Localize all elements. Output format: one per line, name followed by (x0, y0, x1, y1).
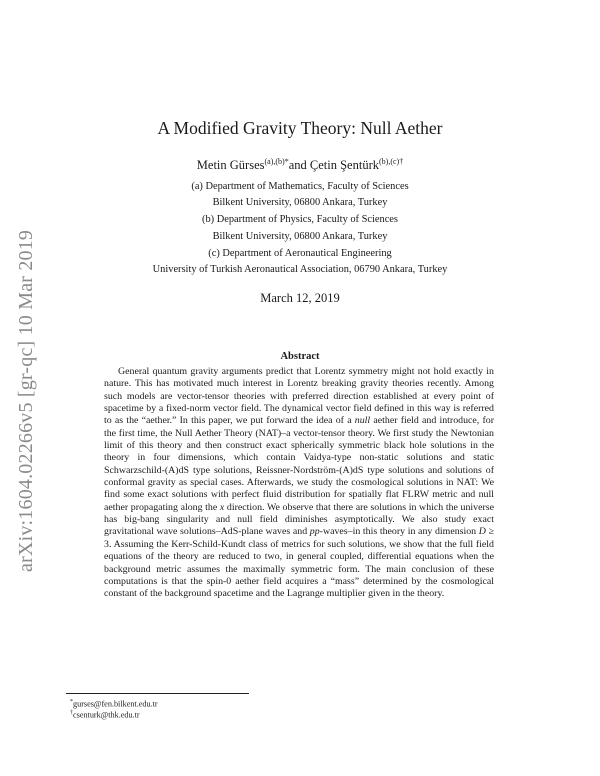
affiliation-a-dept: (a) Department of Mathematics, Faculty of Sciences (191, 181, 409, 192)
affiliation-a-univ: Bilkent University, 06800 Ankara, Turkey (212, 197, 388, 208)
footnote-1-mark: * (70, 699, 73, 705)
paper-date: March 12, 2019 (260, 291, 340, 305)
footnote-2-email[interactable]: csenturk@thk.edu.tr (73, 710, 140, 720)
author-1-footnote-mark: * (284, 157, 289, 166)
paper-title: A Modified Gravity Theory: Null Aether (157, 118, 443, 138)
abstract-x-variable: x (219, 501, 225, 513)
author-2: Çetin Şentürk (309, 158, 379, 173)
abstract-part-2: aether field and introduce, for the first time, the Null Aether Theory (NAT)–a vector-tensor theory. We first study the Newtonian limit of this theory and then construct exact spherically symmetric black hole solutions in the theory in four dimensions, which contain Vaidya-type non-static solutions and static Schwarzschild-(A)dS type solutions, Reissner-Nordström-(A)dS type solutions and solutions of conformal gravity as special cases. Afterwards, we study the cosmological solutions in NAT: We find some exact solutions with perfect fluid distribution for spatially flat FLRW metric and null aether propagating along the (104, 415, 494, 513)
abstract-part-4: -waves–in this theory in any dimension (319, 526, 479, 538)
abstract-text (104, 366, 494, 601)
abstract-part-1: General quantum gravity arguments predict that Lorentz symmetry might not hold exactly in nature. This has motivated much interest in Lorentz breaking gravity theories recently. Among such models are vector-tensor theories with preferred direction established at every point of spacetime by a fixed-norm vector field. The dynamical vector field defined in this way is referred to as the “aether.” In this paper, we put forward the idea of a (104, 366, 494, 427)
author-1: Metin Gürses (196, 158, 265, 173)
abstract-null-word: null (354, 415, 371, 427)
arxiv-identifier: arXiv:1604.02266v5 [gr-qc] 10 Mar 2019 (15, 229, 37, 572)
affiliation-b-dept: (b) Department of Physics, Faculty of Sciences (202, 214, 398, 225)
abstract-pp-variable: pp (309, 526, 320, 538)
abstract-d-variable: D (478, 526, 486, 538)
abstract-part-5: ≥ 3. Assuming the Kerr-Schild-Kundt class of metrics for such solutions, we show that the full field equations of the theory are reduced to two, in general coupled, differential equations when the background metric assumes the maximally symmetric form. The main conclusion of these computations is that the spin-0 aether field acquires a “mass” determined by the cosmological constant of the background spacetime and the Lagrange multiplier given in the theory. (104, 526, 494, 600)
footnote-2-mark: † (70, 710, 73, 716)
affiliation-c-dept: (c) Department of Aeronautical Engineering (208, 248, 392, 259)
author-2-affiliation-marks: (b),(c)† (378, 157, 404, 166)
author-connector: and (288, 158, 310, 173)
author-line (100, 157, 500, 173)
affiliation-b-univ: Bilkent University, 06800 Ankara, Turkey (212, 231, 388, 242)
affiliation-c-univ: University of Turkish Aeronautical Association, 06790 Ankara, Turkey (152, 264, 448, 275)
footnote-1 (70, 699, 158, 709)
footnote-2 (70, 710, 140, 720)
abstract-part-3: direction. We observe that there are solutions in which the universe has big-bang singularity and null field diminishes asymptotically. We also study exact gravitational wave solutions–AdS-plane waves and (104, 501, 495, 538)
footnote-rule (66, 693, 249, 694)
footnote-1-email[interactable]: gurses@fen.bilkent.edu.tr (73, 699, 158, 709)
author-1-affiliation-marks: (a),(b) (264, 157, 285, 166)
abstract-heading: Abstract (280, 351, 320, 362)
